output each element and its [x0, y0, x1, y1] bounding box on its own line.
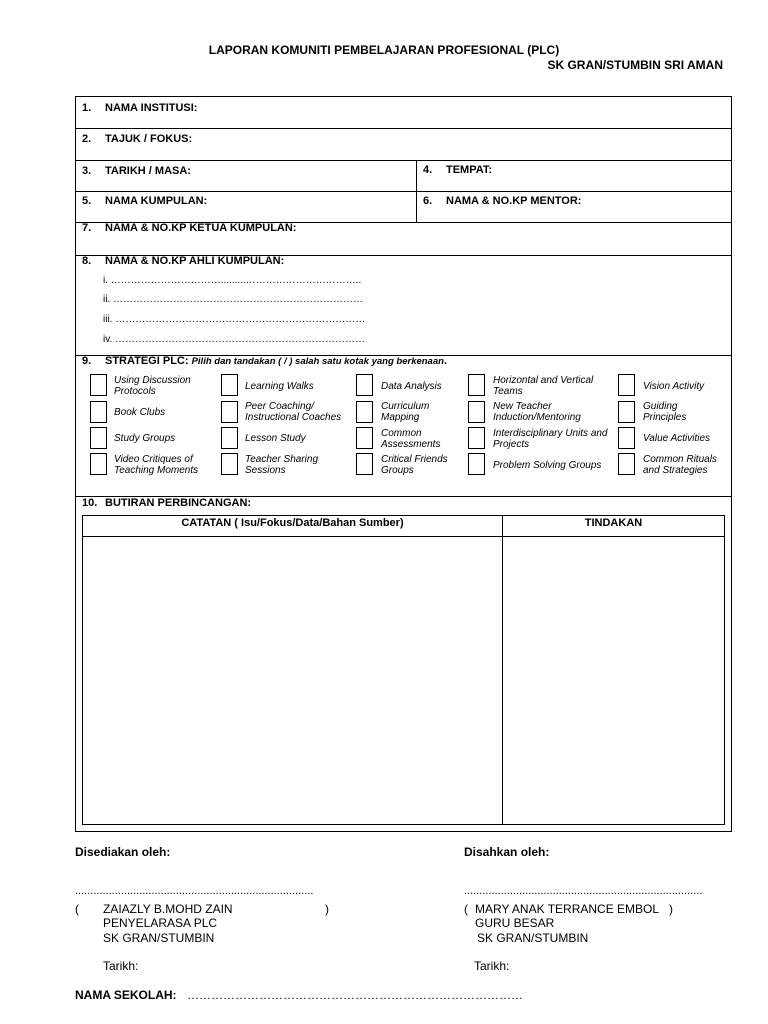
strategy-checkbox[interactable]	[356, 427, 373, 449]
field-number: 10.	[82, 497, 98, 509]
field-label: TEMPAT:	[446, 164, 493, 176]
strategy-option: Common Rituals and Strategies	[643, 454, 717, 476]
strategy-checkbox[interactable]	[618, 427, 635, 449]
field-number: 2.	[82, 133, 92, 145]
approved-date-label: Tarikh:	[474, 959, 510, 973]
strategy-checkbox[interactable]	[468, 374, 485, 396]
strategy-checkbox[interactable]	[356, 453, 373, 475]
field-tajuk-fokus[interactable]	[82, 133, 192, 145]
strategy-checkbox[interactable]	[468, 427, 485, 449]
field-number: 4.	[423, 164, 433, 176]
strategy-option: Curriculum Mapping	[381, 401, 430, 423]
strategy-checkbox[interactable]	[618, 453, 635, 475]
field-label: BUTIRAN PERBINCANGAN:	[105, 497, 252, 509]
strategy-option: Data Analysis	[381, 381, 442, 392]
column-header-catatan: CATATAN ( Isu/Fokus/Data/Bahan Sumber)	[181, 517, 404, 529]
strategy-checkbox[interactable]	[618, 374, 635, 396]
strategy-checkbox[interactable]	[90, 374, 107, 396]
field-number: 1.	[82, 102, 92, 114]
field-ahli-kumpulan	[82, 255, 284, 267]
column-divider	[416, 160, 417, 222]
prepared-org: SK GRAN/STUMBIN	[103, 931, 215, 945]
field-label: STRATEGI PLC:	[105, 355, 189, 367]
field-number: 9.	[82, 355, 92, 367]
strategy-option: Study Groups	[114, 433, 176, 444]
row-divider	[76, 191, 731, 192]
member-line-1[interactable]: i. …………………………….........……………………………..	[103, 275, 362, 286]
approved-name: MARY ANAK TERRANCE EMBOL	[475, 902, 660, 916]
field-label: NAMA INSTITUSI:	[105, 102, 198, 114]
strategy-option: Vision Activity	[643, 381, 705, 392]
field-ketua-kumpulan[interactable]	[82, 222, 296, 234]
prepared-by-label: Disediakan oleh:	[75, 845, 171, 859]
approved-signature-line[interactable]: ..............................................................................	[464, 885, 703, 897]
school-name-line[interactable]: …………………………………………………………………………	[187, 988, 523, 1002]
field-label: TARIKH / MASA:	[105, 165, 191, 177]
strategy-option: Problem Solving Groups	[493, 460, 602, 471]
strategy-option: Value Activities	[643, 433, 711, 444]
field-number: 6.	[423, 195, 433, 207]
member-line-2[interactable]: ii. …………………………………………………………………	[103, 294, 363, 305]
close-paren: )	[669, 902, 673, 916]
strategy-option: Teacher Sharing Sessions	[245, 454, 319, 476]
school-name-label: NAMA SEKOLAH:	[75, 988, 177, 1002]
strategy-checkbox[interactable]	[221, 374, 238, 396]
field-number: 8.	[82, 255, 92, 267]
field-label: NAMA KUMPULAN:	[105, 195, 208, 207]
strategy-option: Common Assessments	[381, 428, 441, 450]
strategy-checkbox[interactable]	[618, 401, 635, 423]
strategy-option: Horizontal and Vertical Teams	[493, 375, 594, 397]
member-line-4[interactable]: iv. …………………………………………………………………	[103, 334, 366, 345]
close-paren: )	[325, 902, 329, 916]
strategy-option: New Teacher Induction/Mentoring	[493, 401, 581, 423]
strategy-checkbox[interactable]	[356, 401, 373, 423]
strategy-option: Learning Walks	[245, 381, 314, 392]
strategy-checkbox[interactable]	[468, 453, 485, 475]
open-paren: (	[75, 902, 79, 916]
field-mentor[interactable]	[423, 195, 581, 207]
row-divider	[76, 128, 731, 129]
field-number: 5.	[82, 195, 92, 207]
strategy-checkbox[interactable]	[356, 374, 373, 396]
strategy-option: Lesson Study	[245, 433, 306, 444]
prepared-date-label: Tarikh:	[103, 959, 139, 973]
action-cell[interactable]	[504, 538, 723, 823]
strategy-option: Book Clubs	[114, 407, 166, 418]
field-label: NAMA & NO.KP AHLI KUMPULAN:	[105, 255, 285, 267]
strategy-checkbox[interactable]	[221, 401, 238, 423]
field-number: 3.	[82, 165, 92, 177]
strategy-option: Critical Friends Groups	[381, 454, 448, 476]
strategy-option: Interdisciplinary Units and Projects	[493, 428, 608, 450]
field-label: NAMA & NO.KP KETUA KUMPULAN:	[105, 222, 297, 234]
row-divider	[76, 160, 731, 161]
page-title: LAPORAN KOMUNITI PEMBELAJARAN PROFESIONAL (PLC)	[208, 43, 560, 57]
field-strategi-plc: 9. STRATEGI PLC: Pilih dan tandakan ( / ) salah satu kotak yang berkenaan.	[82, 355, 447, 367]
strategy-option: Peer Coaching/ Instructional Coaches	[245, 401, 342, 423]
strategy-checkbox[interactable]	[221, 453, 238, 475]
field-nama-institusi[interactable]	[82, 102, 197, 114]
strategy-instruction: Pilih dan tandakan ( / ) salah satu kotak yang berkenaan	[191, 356, 444, 367]
prepared-role: PENYELARASA PLC	[103, 916, 218, 930]
plc-report-form	[75, 96, 732, 832]
strategy-checkbox[interactable]	[90, 453, 107, 475]
strategy-checkbox[interactable]	[468, 401, 485, 423]
strategy-checkbox[interactable]	[90, 401, 107, 423]
open-paren: (	[464, 902, 468, 916]
school-subtitle: SK GRAN/STUMBIN SRI AMAN	[547, 58, 723, 72]
strategy-option: Video Critiques of Teaching Moments	[114, 454, 199, 476]
strategy-option: Guiding Principles	[643, 401, 687, 423]
notes-cell[interactable]	[84, 538, 501, 823]
column-divider	[502, 516, 503, 824]
field-tempat[interactable]	[423, 164, 492, 176]
approved-by-label: Disahkan oleh:	[464, 845, 550, 859]
member-line-3[interactable]: iii. …………………………………………………………………	[103, 314, 366, 325]
field-label: NAMA & NO.KP MENTOR:	[446, 195, 582, 207]
column-header-tindakan: TINDAKAN	[584, 517, 643, 529]
field-number: 7.	[82, 222, 92, 234]
prepared-signature-line[interactable]: ..............................................................................	[75, 885, 314, 897]
approved-org: SK GRAN/STUMBIN	[477, 931, 589, 945]
field-butiran-perbincangan	[82, 497, 251, 509]
approved-role: GURU BESAR	[475, 916, 555, 930]
field-tarikh-masa[interactable]	[82, 165, 191, 177]
strategy-checkbox[interactable]	[90, 427, 107, 449]
field-nama-kumpulan[interactable]	[82, 195, 207, 207]
discussion-table	[82, 515, 725, 825]
strategy-checkbox[interactable]	[221, 427, 238, 449]
strategy-option: Using Discussion Protocols	[114, 375, 191, 397]
prepared-name: ZAIAZLY B.MOHD ZAIN	[103, 902, 233, 916]
field-label: TAJUK / FOKUS:	[105, 133, 193, 145]
header-divider	[83, 536, 724, 537]
